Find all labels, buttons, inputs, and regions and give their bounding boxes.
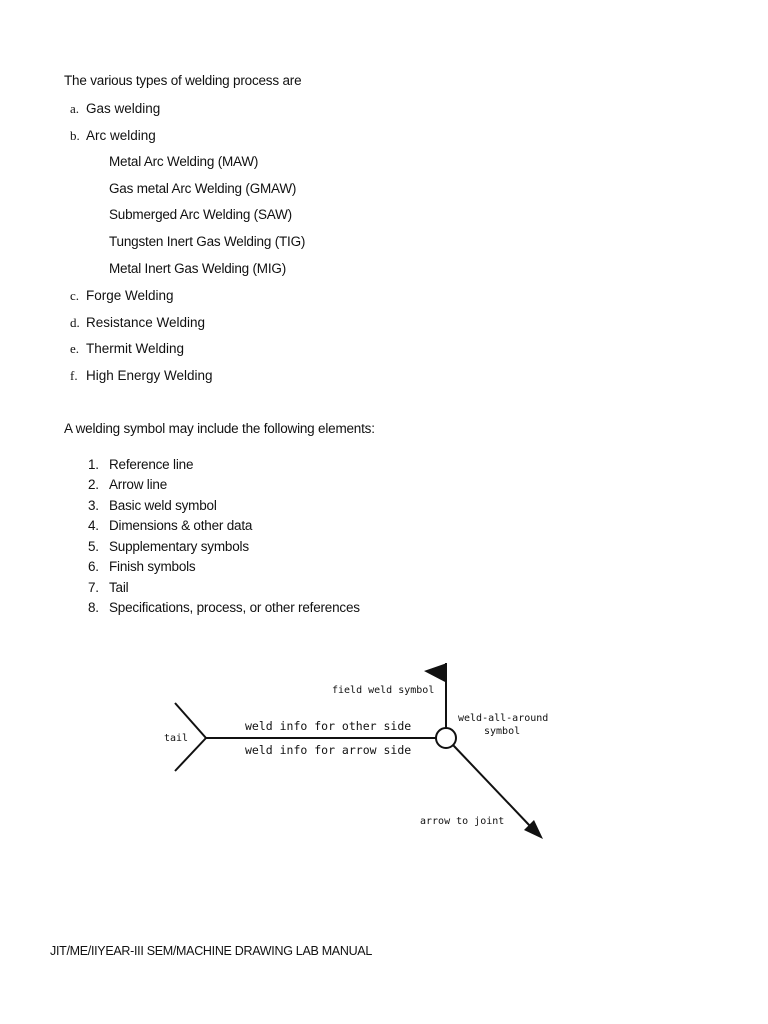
list-label: Finish symbols [109,559,196,574]
list-label: Basic weld symbol [109,498,217,513]
list-label: Thermit Welding [86,341,185,356]
list-label: High Energy Welding [86,368,213,383]
other-side-label: weld info for other side [245,719,412,733]
arc-subtype-item: Metal Inert Gas Welding (MIG) [109,261,287,276]
list-label: Gas welding [86,101,161,116]
welding-process-intro: The various types of welding process are [64,73,302,88]
list-marker: 1. [88,457,99,472]
list-label: Resistance Welding [86,315,206,330]
list-marker: c. [70,288,80,303]
arrow-to-joint-label: arrow to joint [420,816,505,827]
list-label: Reference line [109,457,194,472]
arrow-side-label: weld info for arrow side [245,743,412,757]
list-label: Dimensions & other data [109,518,253,533]
tail-label: tail [164,733,189,744]
arc-subtype-item: Metal Arc Welding (MAW) [109,154,259,169]
list-marker: 7. [88,580,99,595]
arc-subtype-item: Submerged Arc Welding (SAW) [109,207,292,222]
list-label: Arrow line [109,477,168,492]
list-label: Specifications, process, or other references [109,600,360,615]
list-marker: d. [70,315,80,330]
field-weld-label: field weld symbol [332,685,435,696]
list-marker: f. [70,368,78,383]
welding-symbol-intro: A welding symbol may include the following elements: [64,421,375,436]
arrow-line [453,745,530,826]
list-marker: 5. [88,539,99,554]
list-marker: 3. [88,498,99,513]
list-marker: 2. [88,477,99,492]
field-weld-flag [424,663,447,683]
list-marker: e. [70,341,80,356]
list-marker: b. [70,128,80,143]
weld-all-around-label: weld-all-around [458,713,549,724]
list-marker: a. [70,101,80,116]
list-marker: 4. [88,518,99,533]
arc-subtype-item: Tungsten Inert Gas Welding (TIG) [109,234,306,249]
list-marker: 6. [88,559,99,574]
list-label: Arc welding [86,128,156,143]
list-label: Forge Welding [86,288,174,303]
list-marker: 8. [88,600,99,615]
list-label: Tail [109,580,129,595]
page-footer: JIT/ME/IIYEAR-III SEM/MACHINE DRAWING LAB MANUAL [50,944,372,958]
arc-subtype-item: Gas metal Arc Welding (GMAW) [109,181,297,196]
weld-all-around-label-2: symbol [484,726,521,737]
list-label: Supplementary symbols [109,539,249,554]
